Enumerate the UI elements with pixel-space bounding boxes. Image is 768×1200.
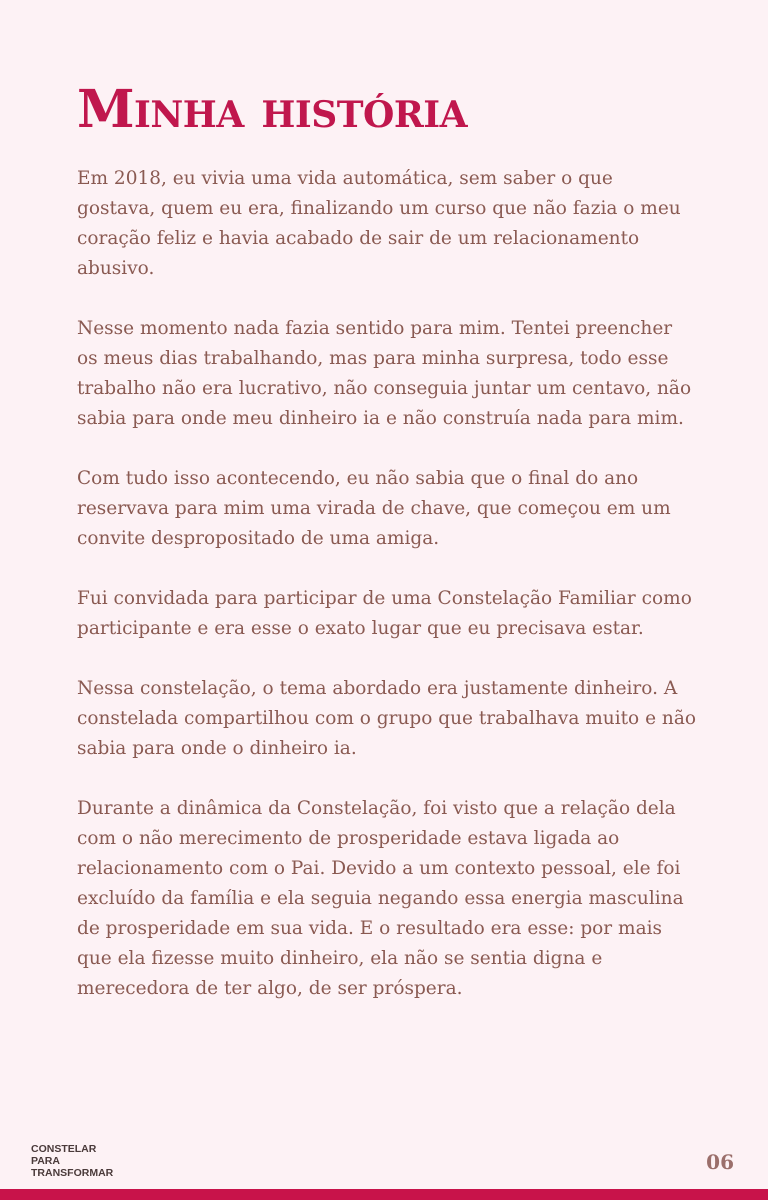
page-number: 06 [706,1150,734,1174]
page-title: Minha história [77,79,468,140]
paragraph: Em 2018, eu vivia uma vida automática, sem saber o que gostava, quem eu era, finalizando um curso que não fazia o meu coração feliz e havia acabado de sair de um relacionamento abusivo. [77,168,681,279]
brand-line: PARA [31,1155,60,1167]
bottom-accent-bar [0,1189,768,1200]
brand-line: TRANSFORMAR [31,1167,114,1179]
paragraph: Fui convidada para participar de uma Constelação Familiar como participante e era esse o exato lugar que eu precisava estar. [77,588,692,639]
body-text [77,164,697,1034]
paragraph: Nessa constelação, o tema abordado era justamente dinheiro. A constelada compartilhou com o grupo que trabalhava muito e não sabia para onde o dinheiro ia. [77,678,696,759]
paragraph: Com tudo isso acontecendo, eu não sabia que o final do ano reservava para mim uma virada de chave, que começou em um convite despropositado de uma amiga. [77,468,671,549]
paragraph: Nesse momento nada fazia sentido para mim. Tentei preencher os meus dias trabalhando, mas para minha surpresa, todo esse trabalho não era lucrativo, não conseguia juntar um centavo, não sabia para onde meu dinheiro ia e não construía nada para mim. [77,318,692,429]
footer-brand-logo [31,1143,113,1179]
brand-line: CONSTELAR [31,1143,97,1155]
paragraph: Durante a dinâmica da Constelação, foi visto que a relação dela com o não merecimento de prosperidade estava ligada ao relacionamento com o Pai. Devido a um contexto pessoal, ele foi excluído da família e ela seguia negando essa energia masculina de prosperidade em sua vida. E o resultado era esse: por mais que ela fizesse muito dinheiro, ela não se sentia digna e merecedora de ter algo, de ser próspera. [77,798,684,999]
